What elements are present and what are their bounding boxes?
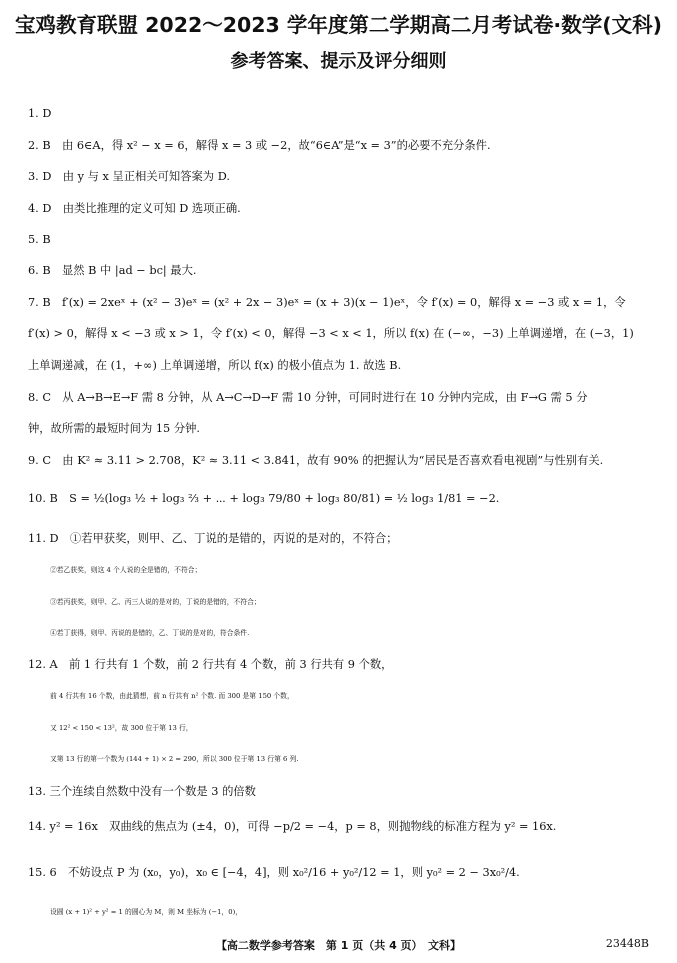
answer-line: 2. B 由 6∈A，得 x² − x = 6，解得 x = 3 或 −2，故“6∈A”是“x = 3”的必要不充分条件. [28,139,491,152]
page-title [0,8,677,38]
answer-line: 又 12² < 150 < 13²，故 300 位于第 13 行， [50,724,193,732]
answer-line: 15. 6 不妨设点 P 为 (x₀，y₀)，x₀ ∈ [−4，4]，则 x₀²/16 + y₀²/12 = 1，则 y₀² = 2 − 3x₀²/4. [28,866,520,879]
answer-line: 13. 三个连续自然数中没有一个数是 3 的倍数 [28,785,256,798]
answer-line: 3. D 由 y 与 x 呈正相关可知答案为 D. [28,170,230,183]
answer-line: 11. D ①若甲获奖，则甲、乙、丁说的是错的，丙说的是对的，不符合； [28,532,398,545]
answer-line: 14. y² = 16x 双曲线的焦点为 (±4，0)，可得 −p/2 = −4，p = 8，则抛物线的标准方程为 y² = 16x. [28,820,557,833]
footer-code: 23448B [605,937,649,950]
answer-line: 前 4 行共有 16 个数，由此猜想，前 n 行共有 n² 个数. 而 300 是第 150 个数， [50,692,294,700]
answer-line: 8. C 从 A→B→E→F 需 8 分钟，从 A→C→D→F 需 10 分钟，可同时进行在 10 分钟内完成，由 F→G 需 5 分 [28,391,588,404]
answer-line: f′(x) > 0，解得 x < −3 或 x > 1，令 f′(x) < 0，解得 −3 < x < 1，所以 f(x) 在 (−∞，−3) 上单调递增，在 (−3，1) [28,327,634,340]
answer-line: 7. B f′(x) = 2xeˣ + (x² − 3)eˣ = (x² + 2x − 3)eˣ = (x + 3)(x − 1)eˣ，令 f′(x) = 0，解得 x = −3 或 x = 1，令 [28,296,626,309]
answer-line: 又第 13 行的第一个数为 (144 + 1) × 2 = 290，所以 300 位于第 13 行第 6 列. [50,755,299,763]
answer-line: 1. D [28,107,52,120]
title-text: 宝鸡教育联盟 2022～2023 学年度第二学期高二月考试卷·数学(文科) [15,13,662,37]
answer-line: ④若丁获得，则甲、丙说的是错的，乙、丁说的是对的，符合条件. [50,629,250,637]
answer-line: ③若丙获奖，则甲、乙、丙三人说的是对的，丁说的是错的，不符合； [50,598,261,606]
title-text: 参考答案、提示及评分细则 [230,51,447,72]
footer-text: 【高二数学参考答案 第 1 页（共 4 页） 文科】 [215,939,462,952]
answer-line: 钟，故所需的最短时间为 15 分钟. [28,422,201,435]
answer-line: 9. C 由 K² ≈ 3.11 > 2.708，K² ≈ 3.11 < 3.841，故有 90% 的把握认为“居民是否喜欢看电视剧”与性别有关. [28,454,604,467]
answer-line: 4. D 由类比推理的定义可知 D 选项正确. [28,202,241,215]
answer-line: 10. B S = ½(log₃ ½ + log₃ ⅔ + ⋯ + log₃ 79/80 + log₃ 80/81) = ½ log₃ 1/81 = −2. [28,492,500,505]
answer-line: ②若乙获奖，则这 4 个人说的全是错的，不符合； [50,566,202,574]
answer-line: 上单调递减，在 (1，+∞) 上单调递增，所以 f(x) 的极小值点为 1. 故选 B. [28,359,402,372]
answer-line: 6. B 显然 B 中 |ad − bc| 最大. [28,264,197,277]
answer-line: 12. A 前 1 行共有 1 个数，前 2 行共有 4 个数，前 3 行共有 9 个数， [28,658,393,671]
page-subtitle [0,47,677,73]
answer-line: 设圆 (x + 1)² + y² = 1 的圆心为 M，则 M 坐标为 (−1，0)， [50,908,243,916]
answer-line: 5. B [28,233,51,246]
